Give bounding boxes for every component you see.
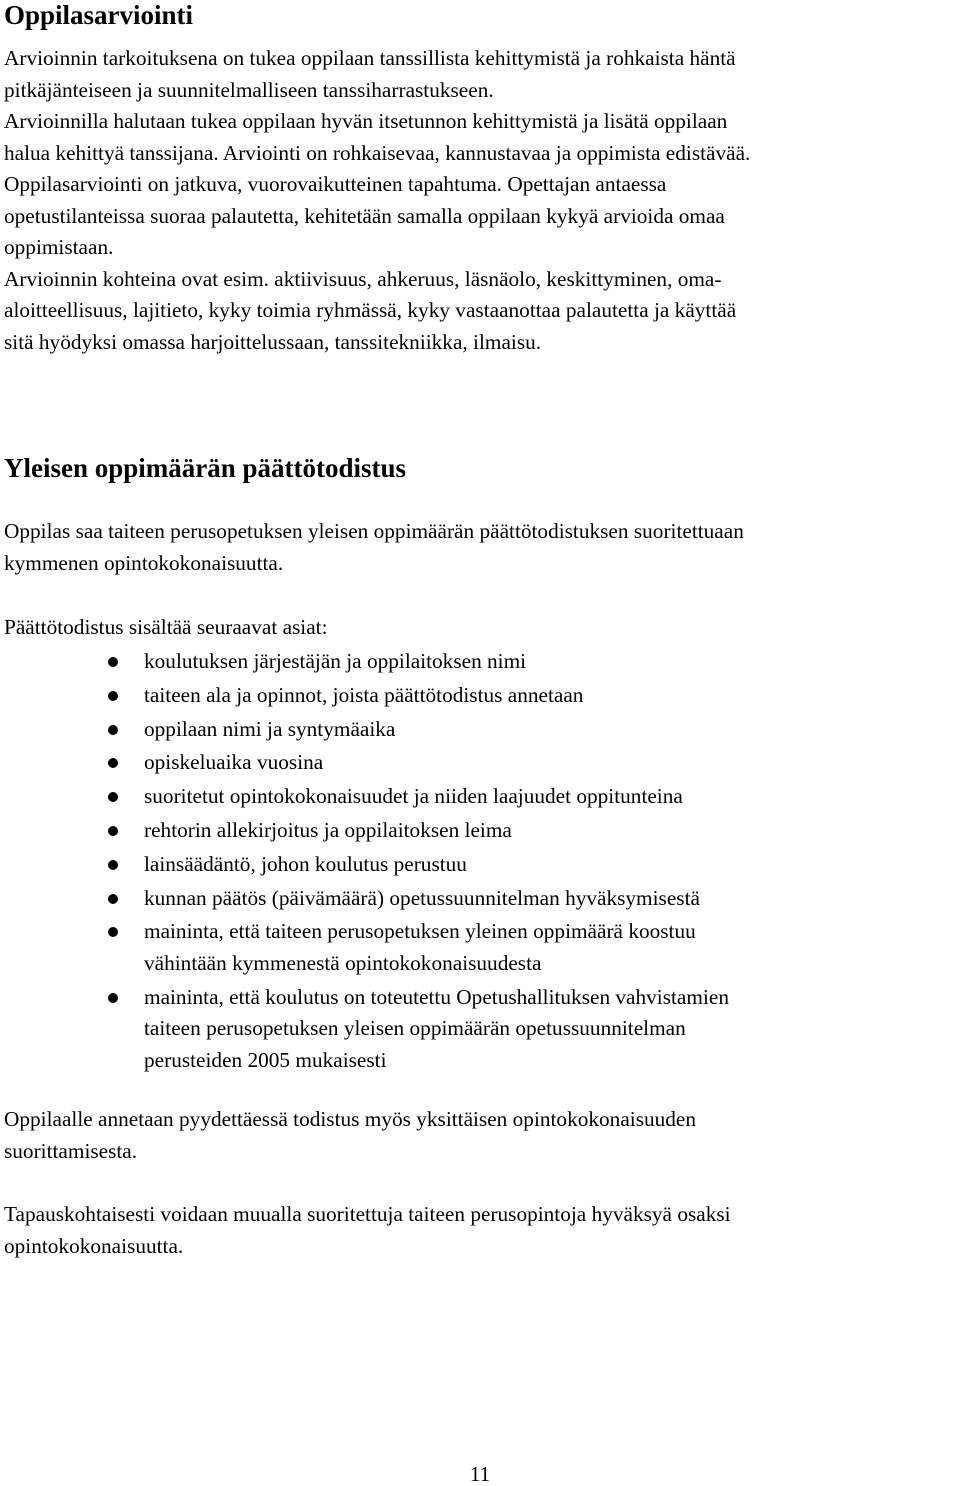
list-item — [0, 646, 960, 678]
bullet-icon — [108, 657, 118, 667]
assessment-paragraph — [4, 43, 954, 358]
list-item — [0, 781, 960, 813]
list-item-text: kunnan päätös (päivämäärä) opetussuunnitelman hyväksymisestä — [144, 885, 700, 910]
list-item — [0, 747, 960, 779]
list-item-text: rehtorin allekirjoitus ja oppilaitoksen leima — [144, 817, 512, 842]
bullet-icon — [108, 758, 118, 768]
list-intro: Päättötodistus sisältää seuraavat asiat: — [4, 615, 328, 639]
paragraph-line: kymmenen opintokokonaisuutta. — [4, 550, 284, 575]
paragraph-line: oppimistaan. — [4, 235, 114, 259]
bullet-icon — [108, 927, 118, 937]
paragraph-line: Oppilaalle annetaan pyydettäessä todistus myös yksittäisen opintokokonaisuuden — [4, 1107, 697, 1131]
bullet-icon — [108, 860, 118, 870]
list-item — [0, 883, 960, 915]
list-item-text: lainsäädäntö, johon koulutus perustuu — [144, 851, 467, 876]
bullet-icon — [108, 792, 118, 802]
certificate-intro-paragraph — [4, 516, 954, 579]
paragraph-line: aloitteellisuus, lajitieto, kyky toimia ryhmässä, kyky vastaanottaa palautetta ja käyttää — [4, 298, 737, 322]
section-title-certificate: Yleisen oppimäärän päättötodistus — [4, 453, 407, 483]
paragraph-line: Oppilas saa taiteen perusopetuksen yleisen oppimäärän päättötodistuksen suoritettuaan — [4, 519, 744, 543]
paragraph-line: halua kehittyä tanssijana. Arviointi on rohkaisevaa, kannustavaa ja oppimista edistävää. — [4, 140, 751, 165]
list-item-text: perusteiden 2005 mukaisesti — [144, 1047, 387, 1072]
list-item — [0, 680, 960, 712]
list-item — [0, 982, 960, 1077]
section-title-oppilasarviointi: Oppilasarviointi — [4, 0, 194, 30]
bullet-icon — [108, 691, 118, 701]
bullet-icon — [108, 725, 118, 735]
paragraph-line: Arvioinnilla halutaan tukea oppilaan hyvän itsetunnon kehittymistä ja lisätä oppilaan — [4, 109, 728, 133]
paragraph-line: suorittamisesta. — [4, 1138, 138, 1163]
recognition-paragraph — [4, 1199, 954, 1262]
paragraph-line: Arvioinnin tarkoituksena on tukea oppilaan tanssillista kehittymistä ja rohkaista häntä — [4, 46, 736, 70]
list-item — [0, 849, 960, 881]
paragraph-line: Tapauskohtaisesti voidaan muualla suoritettuja taiteen perusopintoja hyväksyä osaksi — [4, 1202, 731, 1226]
list-item-text: koulutuksen järjestäjän ja oppilaitoksen nimi — [144, 649, 527, 673]
list-item — [0, 815, 960, 847]
list-item-text: taiteen ala ja opinnot, joista päättötodistus annetaan — [144, 682, 584, 707]
paragraph-line: opintokokonaisuutta. — [4, 1233, 184, 1258]
list-item — [0, 714, 960, 746]
page-number: 11 — [469, 1462, 491, 1486]
list-item-text: taiteen perusopetuksen yleisen oppimäärän opetussuunnitelman — [144, 1016, 686, 1041]
list-item-text: oppilaan nimi ja syntymäaika — [144, 716, 396, 741]
bullet-icon — [108, 993, 118, 1003]
list-item-text: maininta, että taiteen perusopetuksen yleinen oppimäärä koostuu — [144, 919, 696, 944]
bullet-icon — [108, 826, 118, 836]
paragraph-line: opetustilanteissa suoraa palautetta, kehitetään samalla oppilaan kykyä arvioida omaa — [4, 203, 725, 228]
paragraph-line: Oppilasarviointi on jatkuva, vuorovaikutteinen tapahtuma. Opettajan antaessa — [4, 172, 667, 196]
paragraph-line: Arvioinnin kohteina ovat esim. aktiivisuus, ahkeruus, läsnäolo, keskittyminen, oma- — [4, 266, 722, 291]
list-item-text: maininta, että koulutus on toteutettu Opetushallituksen vahvistamien — [144, 984, 729, 1009]
single-module-certificate-paragraph — [4, 1104, 954, 1167]
list-item — [0, 916, 960, 979]
certificate-contents-list — [0, 646, 960, 1078]
paragraph-line: sitä hyödyksi omassa harjoittelussaan, tanssitekniikka, ilmaisu. — [4, 329, 542, 354]
list-item-text: opiskeluaika vuosina — [144, 750, 324, 775]
list-item-text: suoritetut opintokokonaisuudet ja niiden laajuudet oppitunteina — [144, 784, 683, 809]
paragraph-line: pitkäjänteiseen ja suunnitelmalliseen tanssiharrastukseen. — [4, 77, 494, 102]
list-item-text: vähintään kymmenestä opintokokonaisuudesta — [144, 950, 542, 975]
bullet-icon — [108, 894, 118, 904]
